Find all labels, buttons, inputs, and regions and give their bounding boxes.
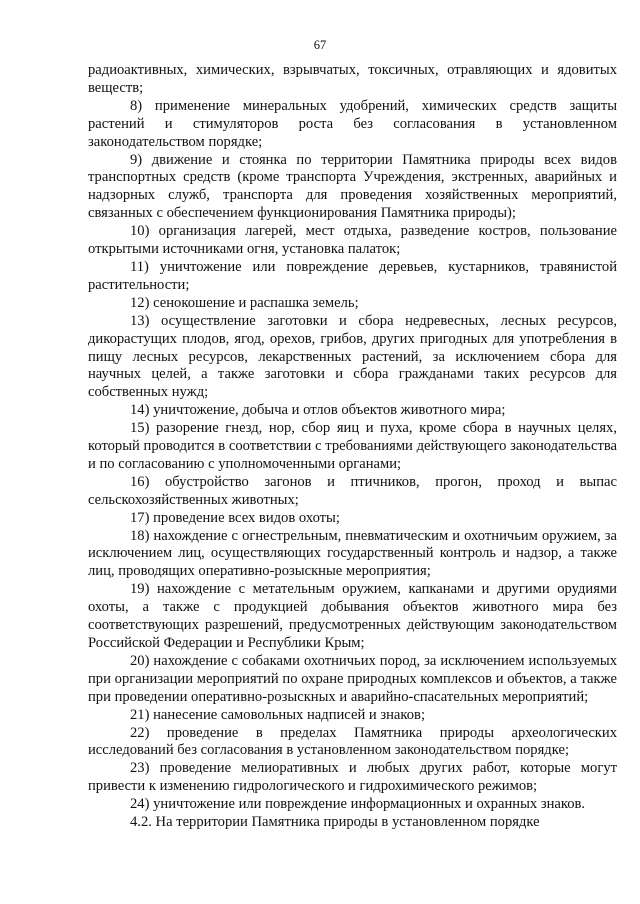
paragraph: 4.2. На территории Памятника природы в установленном порядке: [130, 814, 540, 831]
paragraph: 21) нанесение самовольных надписей и знаков;: [130, 706, 426, 723]
paragraph: 14) уничтожение, добыча и отлов объектов животного мира;: [130, 402, 506, 419]
paragraph: 15) разорение гнезд, нор, сбор яиц и пуха, кроме сбора в научных целях, который проводится в соответствии с требованиями действующего законодательства и по согласованию с уполномоченными органами;: [88, 420, 617, 472]
paragraph: 24) уничтожение или повреждение информационных и охранных знаков.: [130, 796, 586, 813]
paragraph: 10) организация лагерей, мест отдыха, разведение костров, пользование открытыми источниками огня, установка палаток;: [88, 223, 617, 258]
paragraph: 17) проведение всех видов охоты;: [130, 509, 340, 526]
paragraph: 8) применение минеральных удобрений, химических средств защиты растений и стимуляторов роста без согласования в установленном законодательством порядке;: [88, 97, 617, 150]
paragraph: 9) движение и стоянка по территории Памятника природы всех видов транспортных средств (кроме транспорта Учреждения, экстренных, аварийных и надзорных служб, транспорта для проведения хозяйственных мероприятий, связанных с обеспечением функционирования Памятника природы);: [88, 151, 617, 222]
paragraph: радиоактивных, химических, взрывчатых, токсичных, отравляющих и ядовитых веществ;: [88, 62, 617, 96]
paragraph: 11) уничтожение или повреждение деревьев, кустарников, травянистой растительности;: [88, 258, 617, 293]
paragraph: 19) нахождение с метательным оружием, капканами и другими орудиями охоты, а также с продукцией добывания объектов животного мира без соответствующих разрешений, предусмотренных действующим законодательством Российской Федерации и Республики Крым;: [88, 581, 617, 651]
paragraph: 23) проведение мелиоративных и любых других работ, которые могут привести к изменению гидрологического и гидрохимического режимов;: [88, 760, 617, 795]
document-body: [88, 62, 617, 832]
paragraph: 22) проведение в пределах Памятника природы археологических исследований без согласования в установленном законодательством порядке;: [88, 724, 617, 759]
paragraph: 13) осуществление заготовки и сбора недревесных, лесных ресурсов, дикорастущих плодов, ягод, орехов, грибов, других пригодных для употребления в пищу лесных ресурсов, лекарственных растений, за исключением сбора для научных целей, а также заготовки и сбора гражданами таких ресурсов для собственных нужд;: [88, 312, 617, 401]
paragraph: 18) нахождение с огнестрельным, пневматическим и охотничьим оружием, за исключением лиц, осуществляющих государственный контроль и надзор, а также лиц, проводящих оперативно-розыскные мероприятия;: [88, 527, 617, 580]
paragraph: 12) сенокошение и распашка земель;: [130, 294, 359, 311]
paragraph: 20) нахождение с собаками охотничьих пород, за исключением используемых при организации мероприятий по охране природных комплексов и объектов, а также при проведении оперативно-розыскных и аварийно-спасательных мероприятий;: [88, 652, 617, 705]
page-number: 67: [313, 38, 327, 52]
paragraph: 16) обустройство загонов и птичников, прогон, проход и выпас сельскохозяйственных животных;: [88, 473, 617, 508]
